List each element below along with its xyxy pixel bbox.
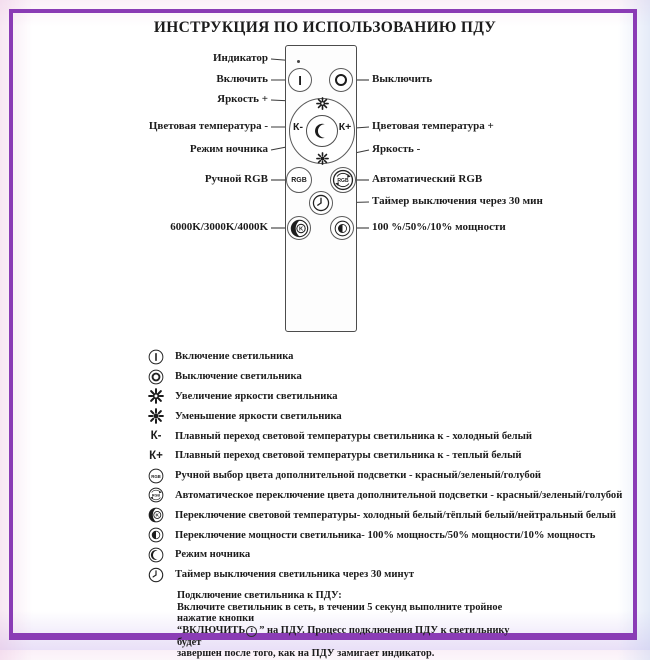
power-off-icon: [335, 74, 347, 86]
legend-row: [146, 545, 616, 565]
color-temp-toggle-icon: [146, 507, 166, 524]
footer-line1: Включите светильник в сеть, в течении 5 секунд выполните тройное нажатие кнопки: [177, 601, 503, 625]
legend-row: [146, 466, 616, 486]
legend-text: Плавный переход световой температуры светильника к - холодный белый: [175, 430, 532, 442]
legend-text: Переключение мощности светильника- 100% мощность/50% мощности/10% мощность: [175, 529, 596, 541]
legend-row: [146, 505, 616, 525]
legend-text: Ручной выбор цвета дополнительной подсветки - красный/зеленый/голубой: [175, 470, 541, 482]
power-off-button: [329, 68, 353, 92]
callout-night-mode: Режим ночника: [189, 143, 268, 155]
legend-text: Уменьшение яркости светильника: [175, 410, 342, 422]
callout-rgb-auto: Автоматический RGB: [372, 173, 483, 185]
legend-text: Плавный переход световой температуры светильника к - теплый белый: [175, 450, 522, 462]
legend-row: [146, 387, 616, 407]
legend-text: Режим ночника: [175, 549, 251, 561]
night-mode-button: [306, 115, 338, 147]
legend-row: [146, 486, 623, 506]
rgb-manual-button: [286, 167, 312, 193]
legend-row: [146, 565, 616, 585]
timer-button: [309, 191, 333, 215]
timer-icon: [146, 566, 166, 583]
power-on-glyph: I: [298, 72, 302, 88]
footer-note: [177, 590, 522, 660]
rgb-auto-button: [330, 167, 356, 193]
k-minus-icon: К-: [150, 430, 162, 443]
color-temp-toggle-button: [287, 216, 311, 240]
footer-line2-pre: “ВКЛЮЧИТЬ: [177, 624, 246, 636]
callout-color-temp-minus: Цветовая температура -: [148, 120, 268, 132]
svg-text:K: K: [298, 225, 303, 232]
callout-color-temp-plus: Цветовая температура +: [372, 120, 494, 132]
power-on-inline-icon: I: [246, 626, 257, 637]
power-level-icon: [146, 527, 166, 544]
indicator-dot: [297, 60, 300, 63]
footer-line3: завершен после того, как на ПДУ замигает индикатор.: [177, 648, 435, 660]
legend-row: [146, 446, 616, 466]
rgb-label: RGB: [291, 176, 307, 184]
svg-text:K: K: [155, 513, 160, 519]
callout-indicator: Индикатор: [212, 52, 268, 64]
svg-text:RGB: RGB: [151, 473, 161, 479]
rgb-manual-icon: [146, 467, 166, 484]
callout-brightness-down: Яркость -: [372, 143, 421, 155]
callout-timer: Таймер выключения через 30 мин: [372, 195, 543, 207]
legend-list: [146, 347, 623, 585]
brightness-down-icon: [146, 408, 166, 425]
brightness-down-icon: [316, 152, 329, 165]
k-plus-icon: К+: [149, 449, 163, 462]
legend-text: Автоматическое переключение цвета дополнительной подсветки - красный/зеленый/голубой: [175, 489, 623, 501]
callout-power-levels: 100 %/50%/10% мощности: [372, 221, 506, 233]
power-on-button: [288, 68, 312, 92]
power-level-button: [330, 216, 354, 240]
callout-power-on: Включить: [216, 73, 268, 85]
callout-kelvin-presets: 6000K/3000K/4000K: [170, 221, 268, 233]
k-minus-label: К-: [293, 121, 303, 133]
page-title: ИНСТРУКЦИЯ ПО ИСПОЛЬЗОВАНИЮ ПДУ: [153, 19, 497, 36]
power-on-icon: [146, 348, 166, 365]
brightness-up-icon: [316, 97, 329, 110]
legend-row: [146, 406, 616, 426]
callout-power-off: Выключить: [372, 73, 433, 85]
legend-text: Увеличение яркости светильника: [175, 390, 338, 402]
callout-brightness-up: Яркость +: [217, 93, 268, 105]
callout-rgb-manual: Ручной RGB: [204, 173, 268, 185]
power-off-icon: [146, 368, 166, 385]
svg-text:RGB: RGB: [337, 177, 349, 184]
legend-text: Таймер выключения светильника через 30 минут: [175, 569, 415, 581]
footer-line2-post: ” на ПДУ. Процесс подключения ПДУ к светильнику будет: [177, 624, 510, 648]
legend-row: [146, 426, 616, 446]
footer-title: Подключение светильника к ПДУ:: [177, 590, 342, 601]
svg-text:RGB: RGB: [151, 493, 161, 498]
moon-icon: [313, 122, 331, 140]
legend-text: Выключение светильника: [175, 371, 302, 383]
legend-row: [146, 367, 616, 387]
k-plus-label: К+: [338, 121, 352, 133]
footer-line2: [177, 625, 522, 649]
legend-text: Переключение световой температуры- холодный белый/тёплый белый/нейтральный белый: [175, 509, 617, 521]
brightness-up-icon: [146, 388, 166, 405]
night-mode-icon: [146, 546, 166, 563]
legend-text: Включение светильника: [175, 351, 294, 363]
rgb-auto-icon: [146, 487, 166, 504]
legend-row: [146, 525, 616, 545]
legend-row: [146, 347, 616, 367]
